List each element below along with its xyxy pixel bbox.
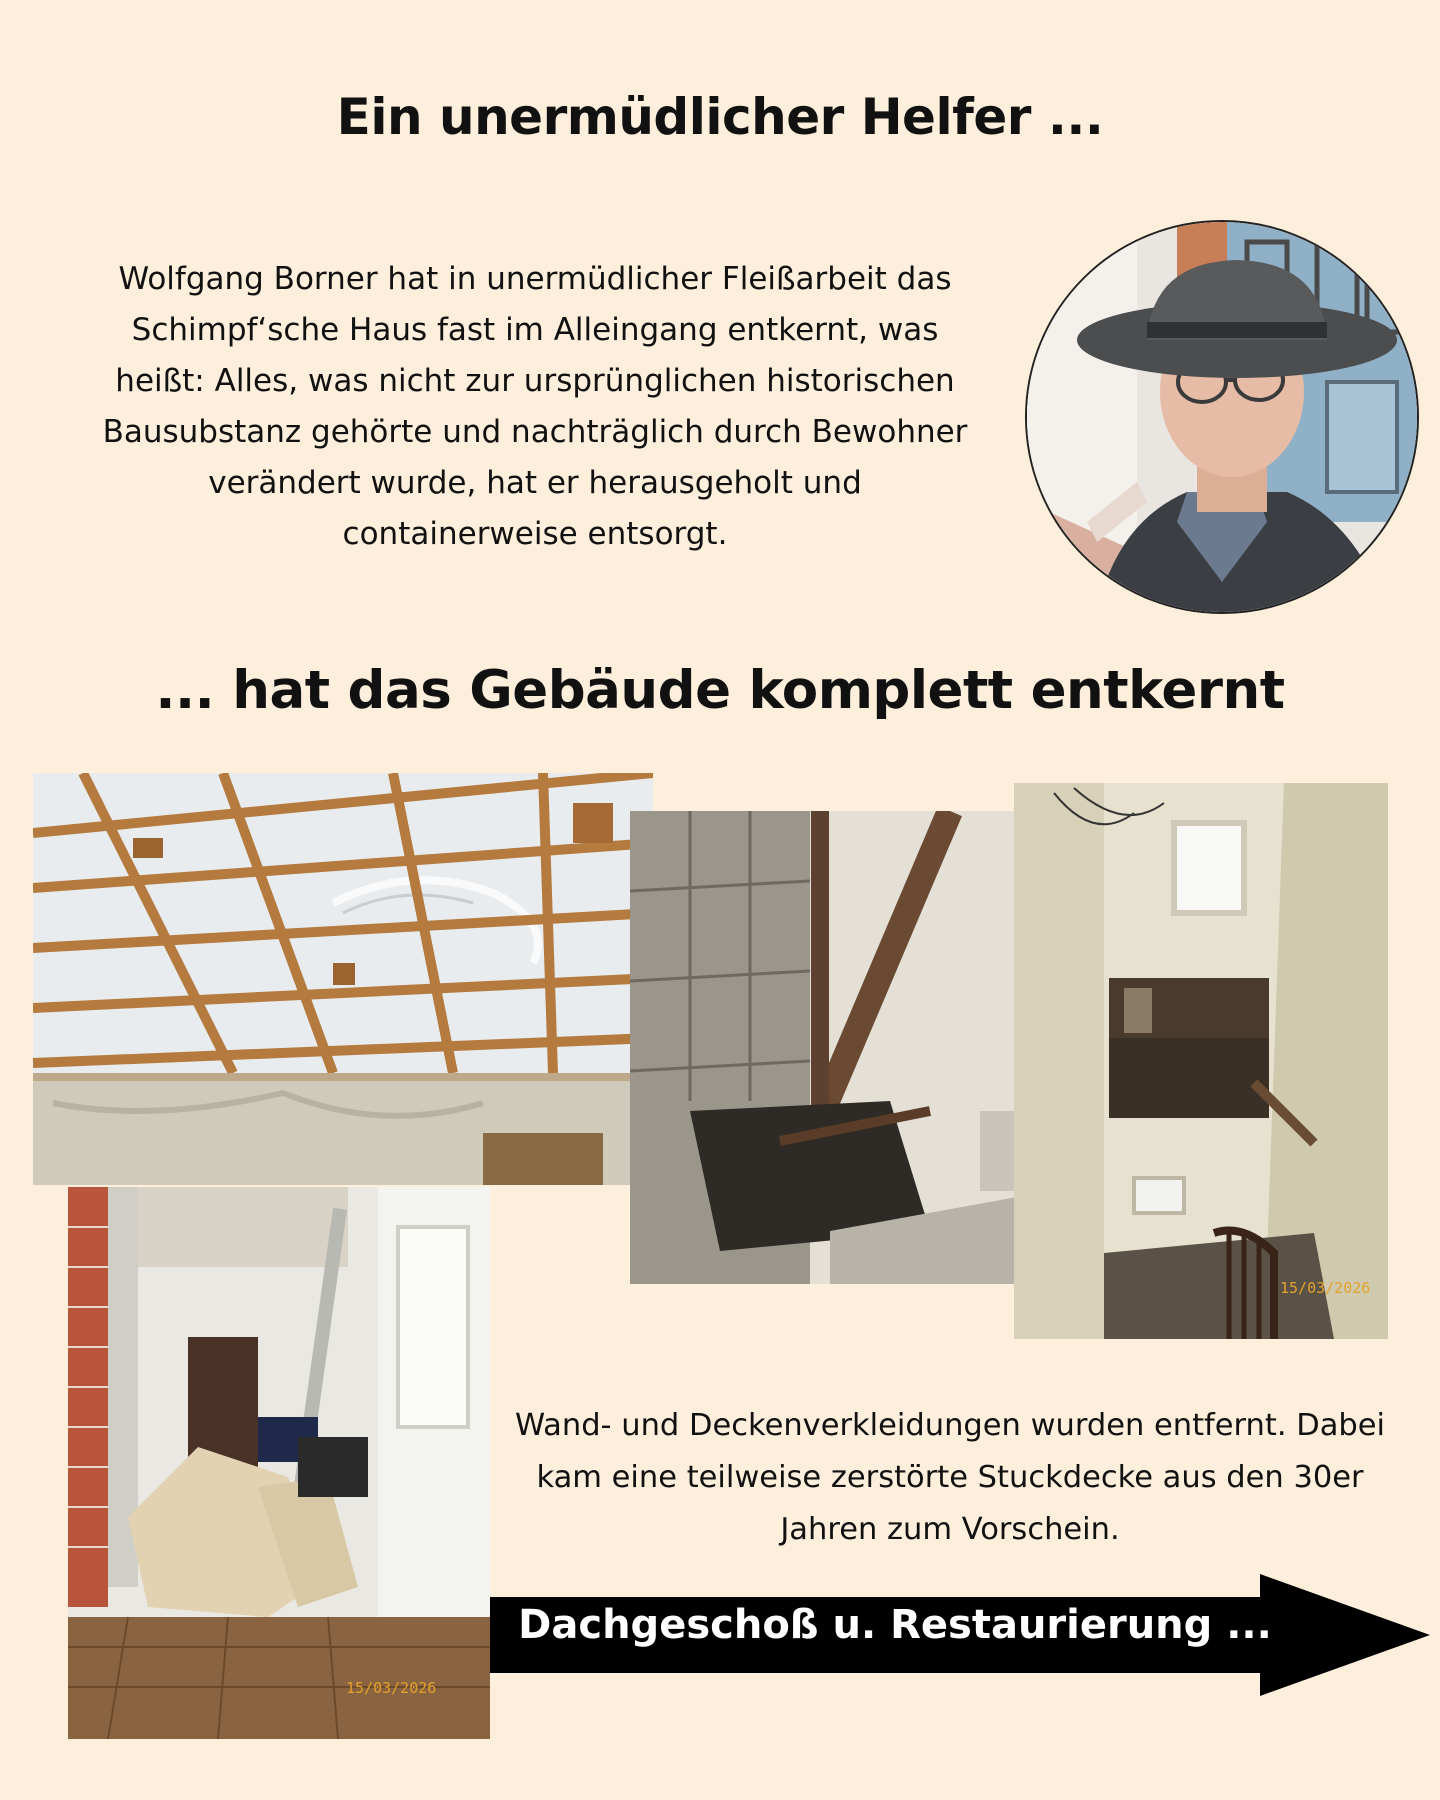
intro-paragraph: Wolfgang Borner hat in unermüdlicher Fleißarbeit das Schimpf‘sche Haus fast im Alleingang entkernt, was heißt: Alles, was nicht zur ursprünglichen historischen Bausubstanz gehörte und nachträglich durch Bewohner verändert wurde, hat er herausgeholt und containerweise entsorgt. — [102, 261, 968, 552]
next-section-label[interactable]: Dachgeschoß u. Restaurierung ... — [518, 1602, 1272, 1648]
next-section-arrow[interactable] — [490, 1574, 1430, 1696]
caption-paragraph: Wand- und Deckenverkleidungen wurden entfernt. Dabei kam eine teilweise zerstörte Stuckdecke aus den 30er Jahren zum Vorschein. — [514, 1408, 1386, 1547]
shaft-photo — [630, 811, 1050, 1284]
photo-date-stamp: 15/03/2026 — [346, 1679, 437, 1697]
section-title: ... hat das Gebäude komplett entkernt — [155, 660, 1285, 721]
page-title: Ein unermüdlicher Helfer ... — [336, 88, 1104, 146]
debris-room-photo — [68, 1187, 490, 1739]
photo-date-stamp: 15/03/2026 — [1280, 1279, 1371, 1297]
stairwell-photo — [1014, 783, 1388, 1339]
ceiling-photo — [33, 773, 653, 1185]
portrait-photo — [1025, 220, 1419, 614]
